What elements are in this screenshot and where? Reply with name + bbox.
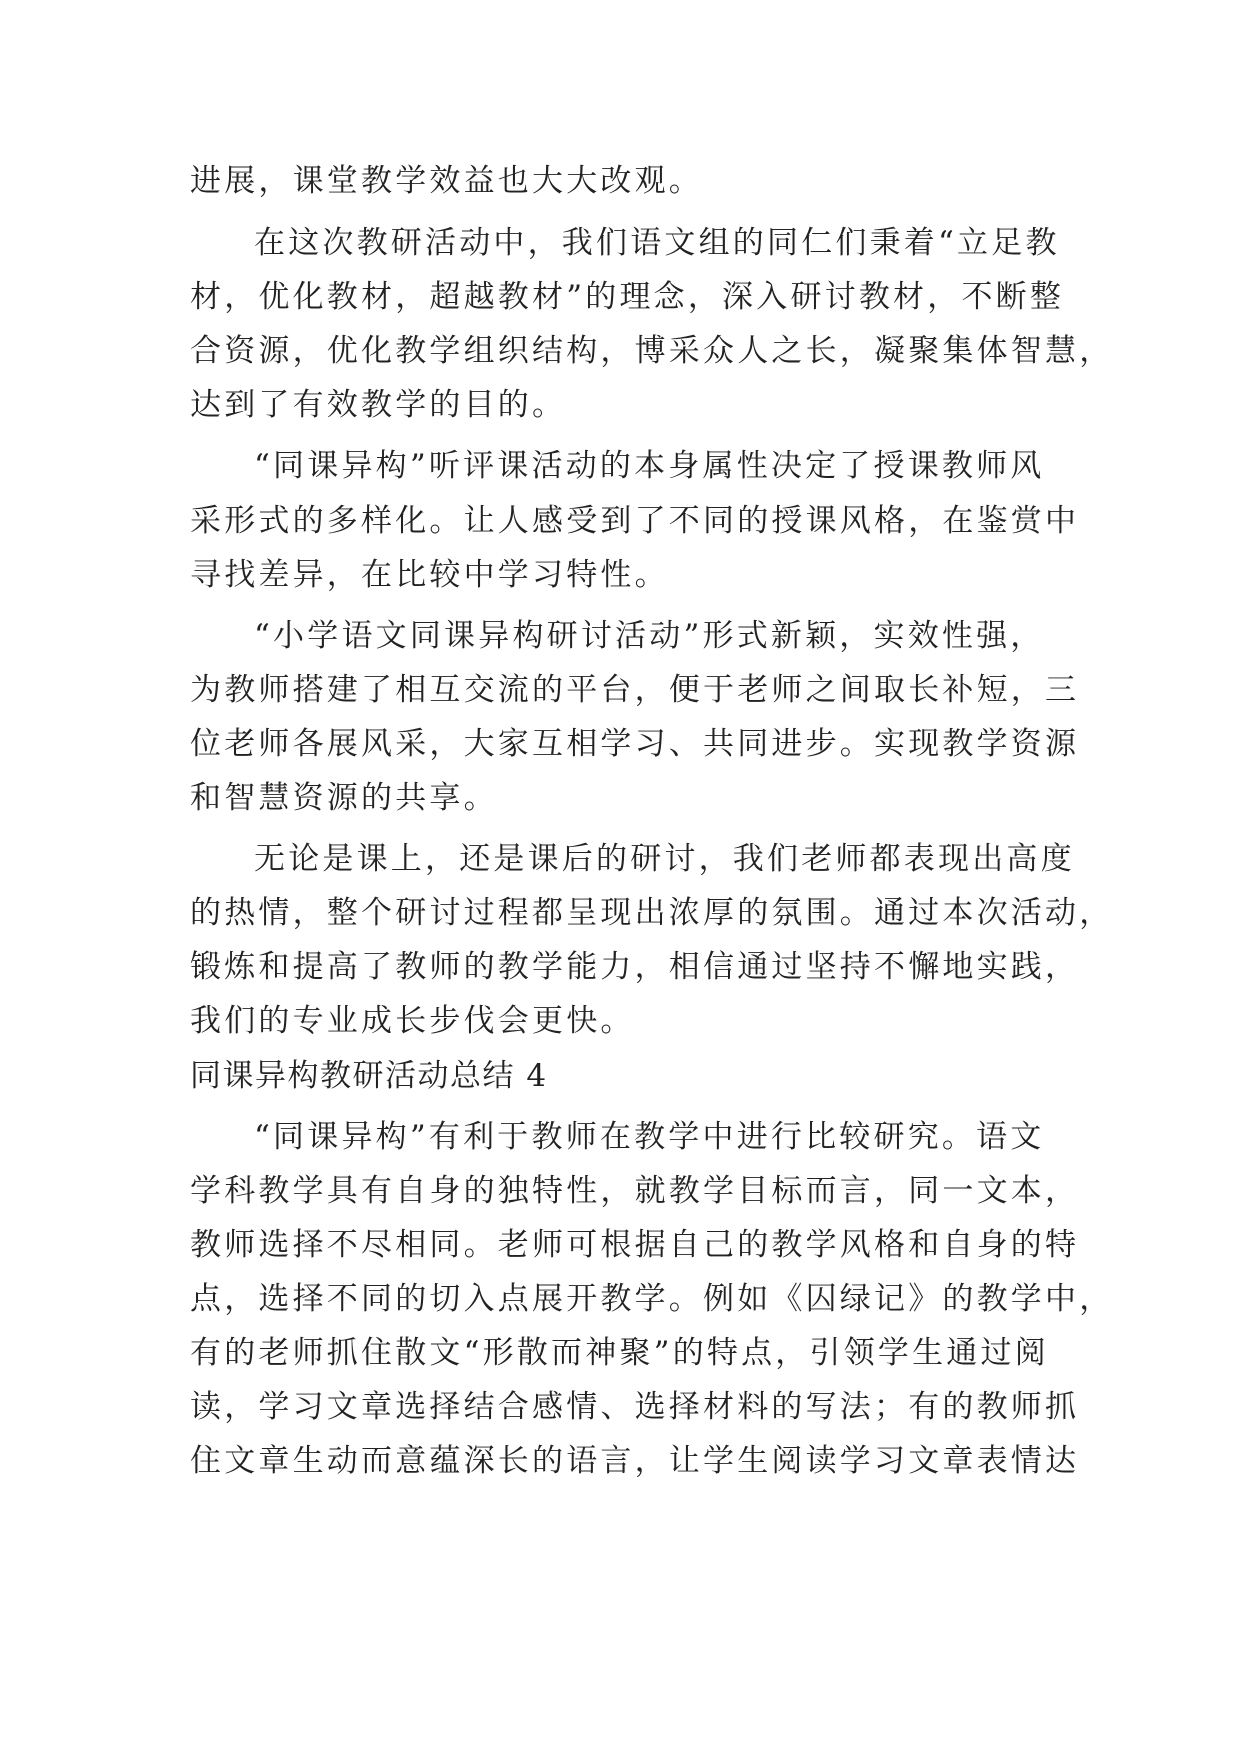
text-line: 学科教学具有自身的独特性，就教学目标而言，同一文本， <box>190 1173 1080 1209</box>
text-line: 合资源，优化教学组织结构，博采众人之长，凝聚集体智慧， <box>190 333 1114 369</box>
text-line: 寻找差异，在比较中学习特性。 <box>190 557 669 593</box>
text-line: 住文章生动而意蕴深长的语言，让学生阅读学习文章表情达 <box>190 1443 1080 1479</box>
text-line: 的热情，整个研讨过程都呈现出浓厚的氛围。通过本次活动， <box>190 895 1114 931</box>
text-line: 采形式的多样化。让人感受到了不同的授课风格，在鉴赏中 <box>190 503 1080 539</box>
paragraph-first-line: “同课异构”听评课活动的本身属性决定了授课教师风 <box>254 448 1045 484</box>
text-line: 位老师各展风采，大家互相学习、共同进步。实现教学资源 <box>190 726 1080 762</box>
text-line: 进展，课堂教学效益也大大改观。 <box>190 163 703 199</box>
text-line: 材，优化教材，超越教材”的理念，深入研讨教材，不断整 <box>190 279 1065 315</box>
text-line: 读，学习文章选择结合感情、选择材料的写法；有的教师抓 <box>190 1389 1080 1425</box>
paragraph-first-line: 无论是课上，还是课后的研讨，我们老师都表现出高度 <box>254 841 1075 877</box>
paragraph-first-line: “小学语文同课异构研讨活动”形式新颖，实效性强， <box>254 618 1045 654</box>
text-line: 点，选择不同的切入点展开教学。例如《囚绿记》的教学中， <box>190 1281 1114 1317</box>
text-line: 我们的专业成长步伐会更快。 <box>190 1003 635 1039</box>
text-line: 为教师搭建了相互交流的平台，便于老师之间取长补短，三 <box>190 672 1080 708</box>
text-line: 教师选择不尽相同。老师可根据自己的教学风格和自身的特 <box>190 1227 1080 1263</box>
text-line: 锻炼和提高了教师的教学能力，相信通过坚持不懈地实践， <box>190 949 1080 985</box>
section-heading: 同课异构教研活动总结 4 <box>190 1058 548 1094</box>
paragraph-first-line: 在这次教研活动中，我们语文组的同仁们秉着“立足教 <box>254 225 1060 261</box>
text-line: 有的老师抓住散文“形散而神聚”的特点，引领学生通过阅 <box>190 1335 1049 1371</box>
text-line: 达到了有效教学的目的。 <box>190 387 567 423</box>
text-line: 和智慧资源的共享。 <box>190 780 498 816</box>
paragraph-first-line: “同课异构”有利于教师在教学中进行比较研究。语文 <box>254 1119 1045 1155</box>
